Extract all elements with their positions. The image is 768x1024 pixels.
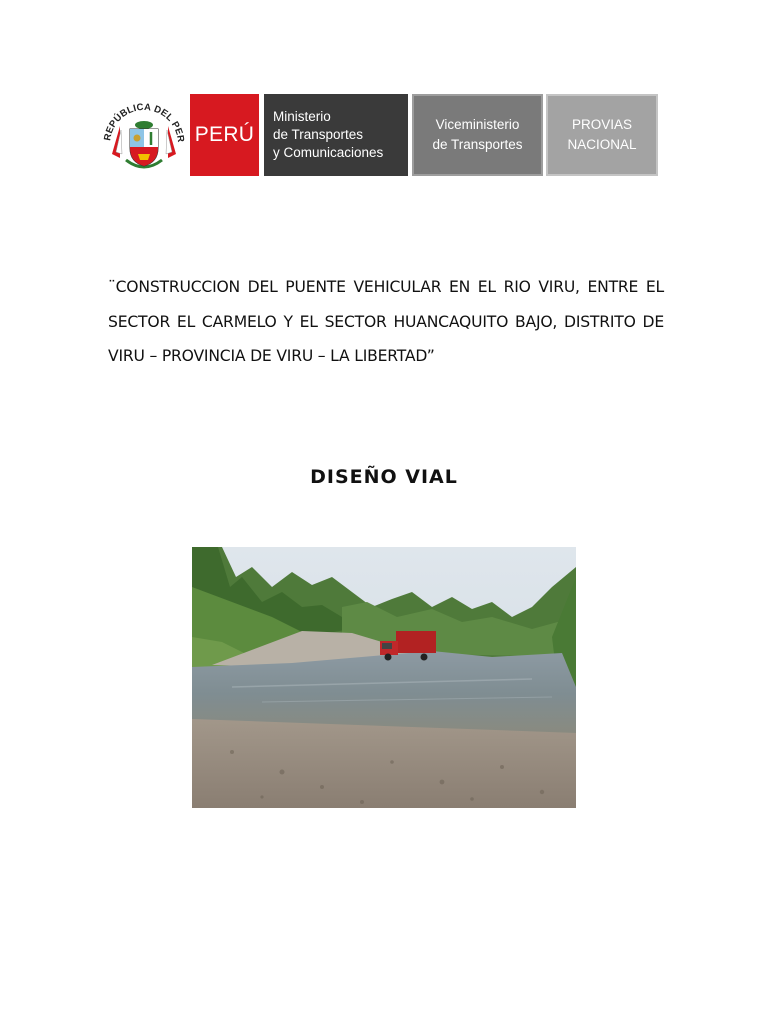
svg-text:REPÚBLICA DEL PERÚ: REPÚBLICA DEL PER <box>102 101 187 144</box>
provias-line-2: NACIONAL <box>567 137 637 152</box>
title-line-3: VIRU – PROVINCIA DE VIRU – LA LIBERTAD” <box>108 347 435 365</box>
peru-brand-block <box>190 94 262 176</box>
section-heading: DISEÑO VIAL <box>310 466 458 488</box>
vice-line-1: Viceministerio <box>435 117 520 132</box>
provias-block <box>546 94 658 176</box>
institutional-banner <box>98 92 660 178</box>
ministry-line-1: Ministerio <box>273 109 331 124</box>
project-title <box>108 270 664 374</box>
provias-line-1: PROVIAS <box>571 117 633 132</box>
vice-ministry-block <box>412 94 543 176</box>
vice-line-2: de Transportes <box>432 137 523 152</box>
coat-of-arms-icon <box>98 92 190 178</box>
ministry-line-2: de Transportes <box>273 127 364 142</box>
ministry-block <box>264 94 408 176</box>
river-crossing-photo <box>192 547 576 808</box>
ministry-line-3: y Comunicaciones <box>273 145 384 160</box>
title-line-2: SECTOR EL CARMELO Y EL SECTOR HUANCAQUITO BAJO, DISTRITO DE <box>108 312 664 331</box>
peru-label: PERÚ <box>194 123 255 146</box>
title-line-1: ¨CONSTRUCCION DEL PUENTE VEHICULAR EN EL RIO VIRU, ENTRE EL <box>108 278 664 296</box>
